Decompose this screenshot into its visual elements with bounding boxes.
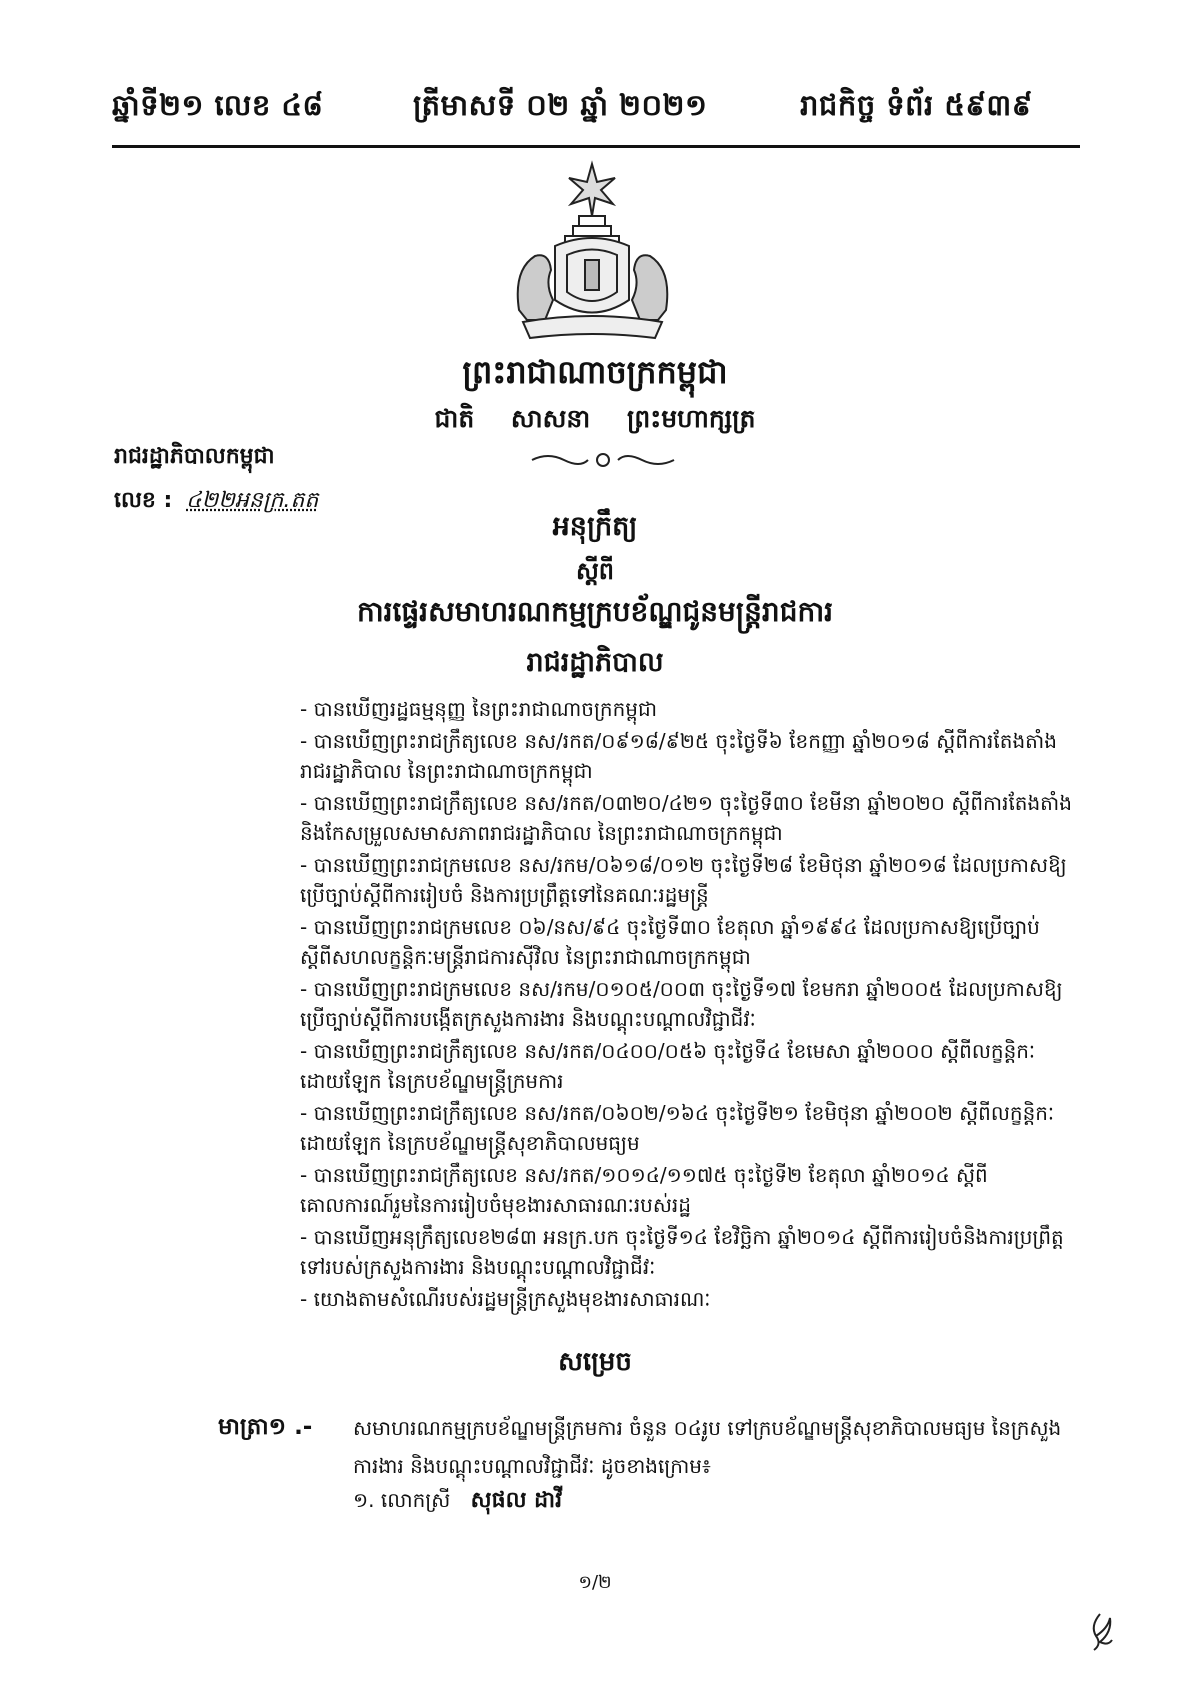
consideration-item: - បានឃើញព្រះរាជក្រឹត្យលេខ នស/រកត/០៣២០/៤២១ ចុះថ្ងៃទី៣០ ខែមីនា ឆ្នាំ២០២០ ស្តីពីការតែងតាំង និងកែសម្រួលសមាសភាពរាជរដ្ឋាភិបាល នៃព្រះរាជាណាចក្រកម្ពុជា <box>300 791 1072 845</box>
document-subject: ការផ្ទេរសមាហរណកម្មក្របខ័ណ្ឌជូនមន្ត្រីរាជការ <box>356 595 834 628</box>
article-1-label: មាត្រា១ .- <box>218 1414 313 1440</box>
consideration-item: - បានឃើញព្រះរាជក្រឹត្យលេខ នស/រកត/០៦០២/១៦៤ ចុះថ្ងៃទី២១ ខែមិថុនា ឆ្នាំ២០០២ ស្តីពីលក្ខន្តិកៈដោយឡែក នៃក្របខ័ណ្ឌមន្ត្រីសុខាភិបាលមធ្យម <box>300 1101 1055 1155</box>
decree-number-label: លេខ : <box>114 488 173 513</box>
document-type: អនុក្រឹត្យ <box>552 511 638 542</box>
document-about: ស្តីពី <box>575 557 615 585</box>
decision-heading: សម្រេច <box>558 1347 632 1377</box>
consideration-item: - បានឃើញព្រះរាជក្រមលេខ នស/រកម/០១០៥/០០៣ ចុះថ្ងៃទី១៧ ខែមករា ឆ្នាំ២០០៥ ដែលប្រកាសឱ្យប្រើច្បាប់ស្តីពីការបង្កើតក្រសួងការងារ និងបណ្តុះបណ្តាលវិជ្ជាជីវៈ <box>300 977 1063 1031</box>
consideration-item: - បានឃើញព្រះរាជក្រមលេខ នស/រកម/០៦១៨/០១២ ចុះថ្ងៃទី២៨ ខែមិថុនា ឆ្នាំ២០១៨ ដែលប្រកាសឱ្យប្រើច្បាប់ស្តីពីការរៀបចំ និងការប្រព្រឹត្តទៅនៃគណៈរដ្ឋមន្ត្រី <box>300 853 1067 907</box>
royal-coat-of-arms-icon <box>505 160 680 345</box>
consideration-item: - បានឃើញព្រះរាជក្រមលេខ ០៦/នស/៩៤ ចុះថ្ងៃទី៣០ ខែតុលា ឆ្នាំ១៩៩៤ ដែលប្រកាសឱ្យប្រើច្បាប់ស្តីពីសហលក្ខន្តិកៈមន្ត្រីរាជការស៊ីវិល នៃព្រះរាជាណាចក្រកម្ពុជា <box>300 915 1040 969</box>
article-1-text: សមាហរណកម្មក្របខ័ណ្ឌមន្ត្រីក្រមការ ចំនួន ០៤រូប ទៅក្របខ័ណ្ឌមន្ត្រីសុខាភិបាលមធ្យម នៃក្រសួងការងារ និងបណ្តុះបណ្តាលវិជ្ជាជីវៈ ដូចខាងក្រោម៖ <box>353 1416 1062 1478</box>
consideration-item: - បានឃើញព្រះរាជក្រឹត្យលេខ នស/រកត/១០១៤/១១៧៥ ចុះថ្ងៃទី២ ខែតុលា ឆ្នាំ២០១៤ ស្តីពីគោលការណ៍រួមនៃការរៀបចំមុខងារសាធារណៈរបស់រដ្ឋ <box>300 1163 988 1217</box>
decree-number-value: ៤២២អនក្រ.តត <box>186 488 319 513</box>
gazette-page-ref: រាជកិច្ច ទំព័រ ៥៩៣៩ <box>800 88 1033 122</box>
consideration-item: - យោងតាមសំណើរបស់រដ្ឋមន្ត្រីក្រសួងមុខងារសាធារណៈ <box>300 1287 711 1311</box>
tri-ornament-divider-icon <box>528 450 678 470</box>
header-rule <box>112 145 1080 148</box>
considerations-list <box>300 694 1080 1316</box>
person-name: សុផល ដាវី <box>470 1488 563 1513</box>
person-entry <box>353 1486 562 1518</box>
gazette-quarter: ត្រីមាសទី ០២ ឆ្នាំ ២០២១ <box>413 88 708 122</box>
government-name: រាជរដ្ឋាភិបាលកម្ពុជា <box>114 444 275 469</box>
consideration-item: - បានឃើញអនុក្រឹត្យលេខ២៨៣ អនក្រ.បក ចុះថ្ងៃទី១៤ ខែវិច្ឆិកា ឆ្នាំ២០១៤ ស្តីពីការរៀបចំនិងការប្រព្រឹត្តទៅរបស់ក្រសួងការងារ និងបណ្តុះបណ្តាលវិជ្ជាជីវៈ <box>300 1225 1064 1279</box>
page-number: ១/២ <box>578 1572 612 1593</box>
gazette-issue: ឆ្នាំទី២១ លេខ ៤៨ <box>112 88 324 122</box>
person-index: ១. លោកស្រី <box>353 1488 451 1512</box>
national-motto: ជាតិ សាសនា ព្រះមហាក្សត្រ <box>434 404 756 433</box>
kingdom-title: ព្រះរាជាណាចក្រកម្ពុជា <box>462 353 728 391</box>
consideration-item: - បានឃើញរដ្ឋធម្មនុញ្ញ នៃព្រះរាជាណាចក្រកម្ពុជា <box>300 697 658 721</box>
issuing-authority: រាជរដ្ឋាភិបាល <box>526 647 664 678</box>
consideration-item: - បានឃើញព្រះរាជក្រឹត្យលេខ នស/រកត/០៩១៨/៩២៥ ចុះថ្ងៃទី៦ ខែកញ្ញា ឆ្នាំ២០១៨ ស្តីពីការតែងតាំងរាជរដ្ឋាភិបាល នៃព្រះរាជាណាចក្រកម្ពុជា <box>300 729 1057 783</box>
consideration-item: - បានឃើញព្រះរាជក្រឹត្យលេខ នស/រកត/០៤០០/០៥៦ ចុះថ្ងៃទី៤ ខែមេសា ឆ្នាំ២០០០ ស្តីពីលក្ខន្តិកៈដោយឡែក នៃក្របខ័ណ្ឌមន្ត្រីក្រមការ <box>300 1039 1036 1093</box>
initials-signature-icon <box>1086 1612 1116 1652</box>
